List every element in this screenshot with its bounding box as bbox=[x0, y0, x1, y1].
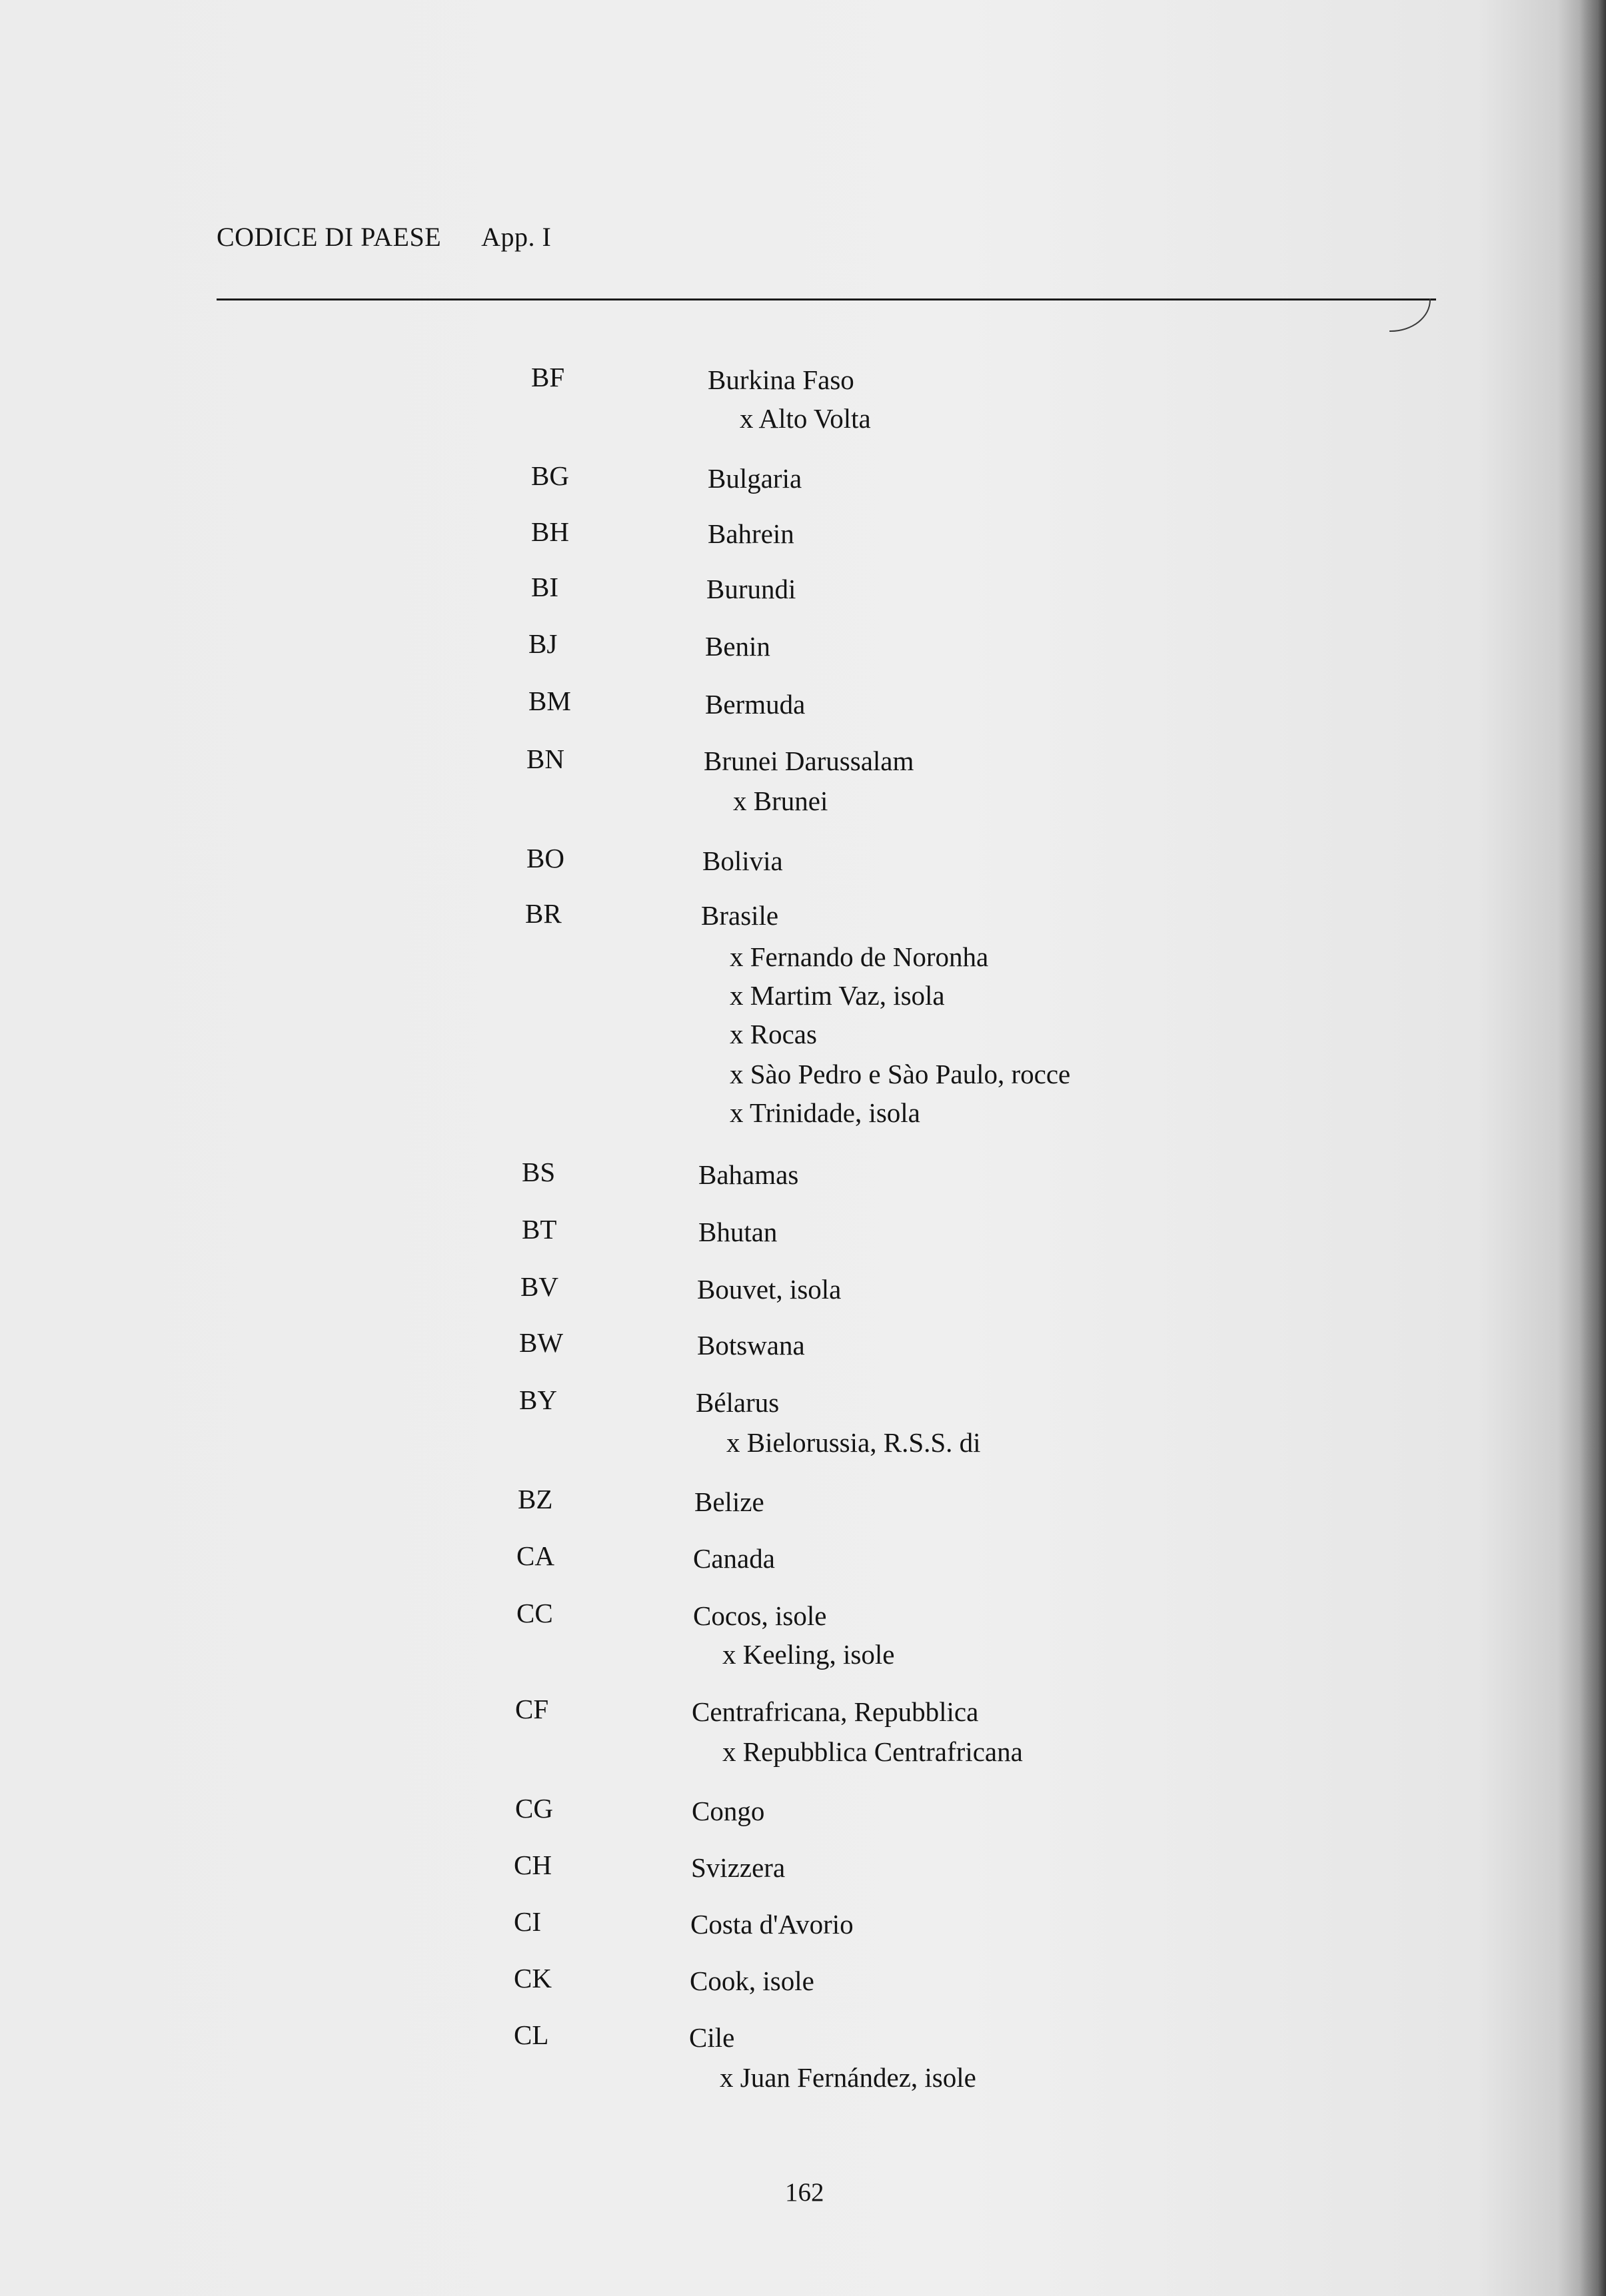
country-name: Brasile bbox=[701, 900, 779, 931]
see-reference: x Brunei bbox=[733, 786, 828, 816]
country-name: Cook, isole bbox=[690, 1966, 814, 1996]
country-name: Costa d'Avorio bbox=[690, 1909, 854, 1940]
country-code: BY bbox=[519, 1385, 557, 1415]
country-code: CF bbox=[515, 1694, 549, 1724]
country-name: Congo bbox=[692, 1796, 765, 1826]
country-name: Burkina Faso bbox=[708, 364, 854, 395]
country-code: BW bbox=[519, 1327, 564, 1358]
header-title: CODICE DI PAESE bbox=[217, 222, 442, 252]
page-number: 162 bbox=[785, 2178, 824, 2207]
country-code: BN bbox=[526, 744, 564, 774]
country-code: BG bbox=[531, 460, 569, 491]
country-name: Belize bbox=[694, 1486, 764, 1517]
country-code: BZ bbox=[518, 1484, 553, 1514]
header-appendix: App. I bbox=[481, 222, 552, 252]
country-name: Bahrein bbox=[708, 518, 794, 549]
country-code: BF bbox=[531, 362, 565, 392]
see-reference: x Bielorussia, R.S.S. di bbox=[726, 1427, 981, 1458]
see-reference: x Juan Fernández, isole bbox=[720, 2062, 976, 2093]
country-name: Cile bbox=[689, 2022, 735, 2053]
country-code: BM bbox=[528, 686, 571, 716]
country-name: Benin bbox=[705, 631, 770, 662]
country-name: Cocos, isole bbox=[693, 1600, 827, 1631]
country-code: BH bbox=[531, 516, 569, 547]
country-name: Bouvet, isola bbox=[697, 1274, 842, 1305]
see-reference: x Repubblica Centrafricana bbox=[722, 1736, 1023, 1767]
see-reference: x Fernando de Noronha bbox=[730, 941, 989, 972]
see-reference: x Alto Volta bbox=[740, 403, 871, 434]
country-name: Svizzera bbox=[691, 1852, 786, 1883]
country-code: CI bbox=[514, 1906, 541, 1937]
country-code: CH bbox=[514, 1850, 552, 1880]
country-name: Bulgaria bbox=[708, 463, 802, 494]
country-code: CG bbox=[515, 1793, 553, 1824]
country-name: Centrafricana, Repubblica bbox=[692, 1696, 979, 1727]
see-reference: x Sào Pedro e Sào Paulo, rocce bbox=[730, 1059, 1071, 1089]
country-name: Bélarus bbox=[696, 1387, 780, 1418]
country-code: BR bbox=[525, 898, 562, 929]
country-name: Bermuda bbox=[705, 689, 806, 720]
country-name: Bhutan bbox=[698, 1217, 778, 1247]
see-reference: x Rocas bbox=[730, 1019, 817, 1049]
country-name: Bolivia bbox=[702, 846, 783, 876]
country-code: BI bbox=[531, 572, 558, 602]
see-reference: x Trinidade, isola bbox=[730, 1097, 920, 1128]
country-code: BV bbox=[520, 1271, 558, 1302]
country-code: BJ bbox=[528, 628, 558, 659]
country-code: CL bbox=[514, 2019, 549, 2050]
country-name: Brunei Darussalam bbox=[704, 746, 914, 776]
country-code: CC bbox=[516, 1598, 553, 1628]
country-code: BO bbox=[526, 843, 564, 873]
see-reference: x Martim Vaz, isola bbox=[730, 980, 945, 1011]
country-name: Botswana bbox=[697, 1330, 805, 1361]
country-code: CK bbox=[514, 1963, 552, 1994]
country-code: BS bbox=[522, 1157, 556, 1187]
country-name: Canada bbox=[693, 1543, 775, 1574]
country-code: BT bbox=[522, 1214, 557, 1245]
rule-curl bbox=[1389, 298, 1431, 332]
header-rule bbox=[217, 298, 1436, 300]
country-code: CA bbox=[516, 1540, 554, 1571]
page-edge-shadow bbox=[1579, 0, 1606, 2296]
country-name: Burundi bbox=[706, 574, 796, 604]
country-name: Bahamas bbox=[698, 1159, 799, 1190]
running-header bbox=[217, 221, 551, 253]
see-reference: x Keeling, isole bbox=[722, 1639, 895, 1670]
